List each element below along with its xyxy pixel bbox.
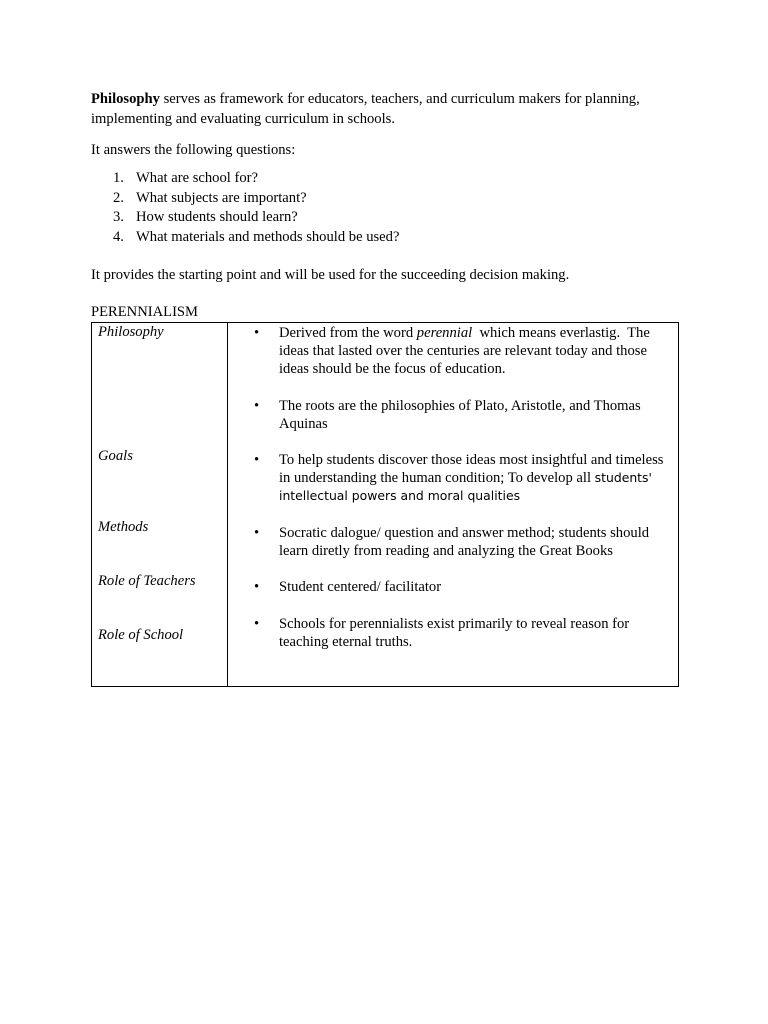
- question-text: What are school for?: [136, 170, 258, 186]
- provides-paragraph: It provides the starting point and will be used for the succeeding decision making.: [91, 267, 570, 283]
- question-text: What materials and methods should be used?: [136, 228, 400, 245]
- intro-paragraph: [91, 90, 681, 129]
- bullet-dot: •: [254, 398, 260, 414]
- question-text: What subjects are important?: [136, 189, 307, 206]
- questions-list: [91, 169, 681, 247]
- question-text: How students should learn?: [136, 209, 298, 225]
- question-item: [91, 169, 681, 189]
- perennialism-table: [91, 322, 679, 687]
- bullet-text-part: To help students discover those ideas most insightful and timeless in understanding the human condition; To develop all: [279, 452, 664, 486]
- bullet-text-part: which means everlastig. The ideas that lasted over the centuries are relevant today and those ideas should be the focus of education.: [279, 325, 654, 377]
- document-page: [91, 90, 681, 687]
- intro-bold-term: Philosophy: [91, 91, 160, 107]
- question-number: 2.: [113, 189, 124, 206]
- table-content-column: [228, 323, 679, 687]
- bullet-text: Socratic dalogue/ question and answer method; students should learn diretly from reading and analyzing the Great Books: [279, 525, 650, 559]
- section-heading: PERENNIALISM: [91, 304, 199, 320]
- bullet-dot: •: [254, 525, 260, 541]
- question-item: [91, 228, 681, 248]
- bullet-text: Schools for perennialists exist primarily to reveal reason for teaching eternal truths.: [279, 616, 630, 650]
- bullet-text: Student centered/ facilitator: [279, 579, 442, 595]
- label-role-of-school: Role of School: [98, 627, 184, 643]
- question-number: 4.: [113, 228, 124, 245]
- bullet-dot: •: [254, 452, 260, 468]
- italic-term: perennial: [416, 325, 473, 341]
- intro-text: serves as framework for educators, teachers, and curriculum makers for planning, implementing and evaluating curriculum in schools.: [91, 91, 640, 127]
- question-item: [91, 208, 681, 228]
- question-number: 3.: [113, 209, 124, 225]
- label-goals: Goals: [98, 448, 133, 464]
- bullet-text: The roots are the philosophies of Plato, Aristotle, and Thomas Aquinas: [279, 398, 641, 432]
- label-methods: Methods: [98, 519, 149, 535]
- bullet-dot: •: [254, 325, 260, 341]
- table-labels-column: [92, 323, 228, 687]
- questions-lead: It answers the following questions:: [91, 142, 296, 158]
- label-role-of-teachers: Role of Teachers: [98, 573, 196, 589]
- question-item: [91, 189, 681, 209]
- bullet-text: [279, 451, 664, 505]
- bullet-dot: •: [254, 616, 260, 632]
- label-philosophy: Philosophy: [98, 324, 164, 340]
- bullet-dot: •: [254, 579, 260, 595]
- question-number: 1.: [113, 170, 124, 186]
- bullet-text: [279, 324, 664, 378]
- bullet-text-part: students' intellectual powers and moral qualities: [279, 470, 652, 503]
- bullet-text-part: Derived from the word: [279, 325, 417, 341]
